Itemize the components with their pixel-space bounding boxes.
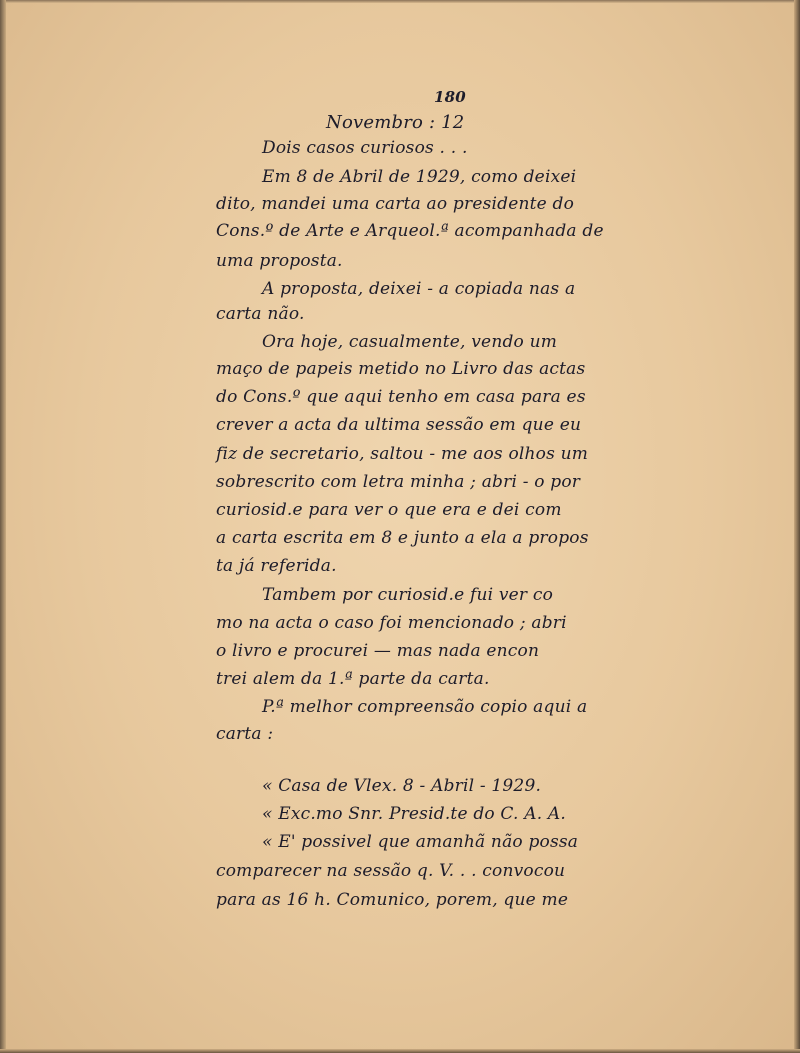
letter-line: « E' possivel que amanhã não possa (262, 832, 579, 852)
letter-line: para as 16 h. Comunico, porem, que me (216, 890, 569, 910)
text-line: trei alem da 1.ª parte da carta. (216, 669, 490, 689)
text-line: sobrescrito com letra minha ; abri - o por (216, 472, 581, 492)
text-line: mo na acta o caso foi mencionado ; abri (216, 613, 567, 633)
page-number: 180 (434, 88, 466, 106)
text-line: carta não. (216, 304, 305, 324)
date-heading: Novembro : 12 (326, 112, 465, 133)
text-line: uma proposta. (216, 251, 343, 271)
text-line: fiz de secretario, saltou - me aos olhos um (216, 444, 589, 464)
text-line: Em 8 de Abril de 1929, como deixei (262, 167, 577, 187)
text-line: dito, mandei uma carta ao presidente do (216, 194, 575, 214)
text-line: o livro e procurei — mas nada encon (216, 641, 540, 661)
letter-line: comparecer na sessão q. V. . . convocou (216, 861, 566, 881)
text-line: ta já referida. (216, 556, 337, 576)
text-line: Dois casos curiosos . . . (262, 138, 468, 158)
letter-line: « Exc.mo Snr. Presid.te do C. A. A. (262, 804, 567, 824)
text-line: Tambem por curiosid.e fui ver co (262, 585, 554, 605)
text-line: carta : (216, 724, 274, 744)
page-edge-left (0, 0, 6, 1053)
text-line: a carta escrita em 8 e junto a ela a propos (216, 528, 589, 548)
text-line: Cons.º de Arte e Arqueol.ª acompanhada de (216, 221, 604, 241)
text-line: curiosid.e para ver o que era e dei com (216, 500, 562, 520)
text-line: maço de papeis metido no Livro das actas (216, 359, 586, 379)
text-line: P.ª melhor compreensão copio aqui a (262, 697, 588, 717)
text-line: Ora hoje, casualmente, vendo um (262, 332, 558, 352)
page-edge-right (794, 0, 800, 1053)
text-line: crever a acta da ultima sessão em que eu (216, 415, 582, 435)
page-edge-bottom (0, 1049, 800, 1053)
letter-line: « Casa de Vlex. 8 - Abril - 1929. (262, 776, 542, 796)
page-edge-top (0, 0, 800, 3)
text-line: do Cons.º que aqui tenho em casa para es (216, 387, 586, 407)
text-line: A proposta, deixei - a copiada nas a (262, 279, 576, 299)
